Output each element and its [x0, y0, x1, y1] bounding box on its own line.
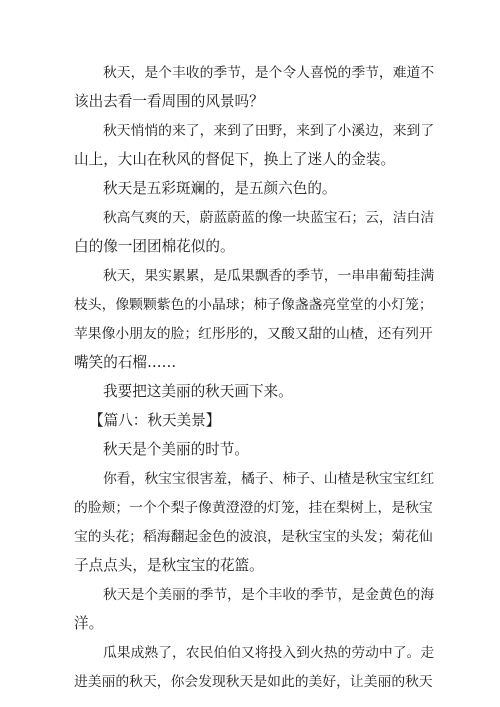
paragraph-line: 秋天是个美丽的时节。 — [103, 441, 249, 458]
paragraph-line: 秋天是五彩斑斓的，是五颜六色的。 — [103, 180, 337, 197]
paragraph-line: 秋天是个美丽的季节，是个丰收的季节，是金黄色的海 — [103, 587, 435, 603]
paragraph-line: 秋天悄悄的来了，来到了田野，来到了小溪边，来到了 — [103, 123, 435, 139]
paragraph-line: 子点点头，是秋宝宝的花篮。 — [74, 557, 264, 574]
paragraph-line: 秋天，果实累累，是瓜果飘香的季节，一串串葡萄挂满 — [103, 268, 435, 284]
paragraph-line: 苹果像小朋友的脸；红彤彤的，又酸又甜的山楂，还有列开 — [74, 326, 433, 342]
paragraph-line: 进美丽的秋天，你会发现秋天是如此的美好，让美丽的秋天 — [74, 674, 433, 690]
paragraph-line: 山上，大山在秋风的督促下，换上了迷人的金装。 — [74, 151, 396, 168]
paragraph-line: 我要把这美丽的秋天画下来。 — [103, 383, 293, 400]
paragraph-line: 瓜果成熟了，农民伯伯又将投入到火热的劳动中了。走 — [103, 645, 435, 661]
paragraph-line: 嘴笑的石榴…… — [74, 354, 177, 371]
paragraph-line: 白的像一团团棉花似的。 — [74, 238, 235, 255]
paragraph-line: 枝头，像颗颗紫色的小晶球；柿子像盏盏亮堂堂的小灯笼； — [74, 297, 433, 313]
paragraph-line: 你看，秋宝宝很害羞，橘子、柿子、山楂是秋宝宝红红 — [103, 471, 435, 487]
paragraph-line: 宝的头花；稻海翻起金色的波浪，是秋宝宝的头发；菊花仙 — [74, 529, 433, 545]
paragraph-line: 秋高气爽的天，蔚蓝蔚蓝的像一块蓝宝石；云，洁白洁 — [103, 210, 435, 226]
paragraph-line: 洋。 — [74, 615, 104, 632]
paragraph-line: 的脸颊；一个个梨子像黄澄澄的灯笼，挂在梨树上，是秋宝 — [74, 500, 433, 516]
section-heading: 【篇八：秋天美景】 — [89, 412, 221, 429]
paragraph-line: 秋天，是个丰收的季节，是个令人喜悦的季节，难道不 — [103, 65, 435, 81]
paragraph-line: 该出去看一看周围的风景吗？ — [74, 93, 264, 110]
